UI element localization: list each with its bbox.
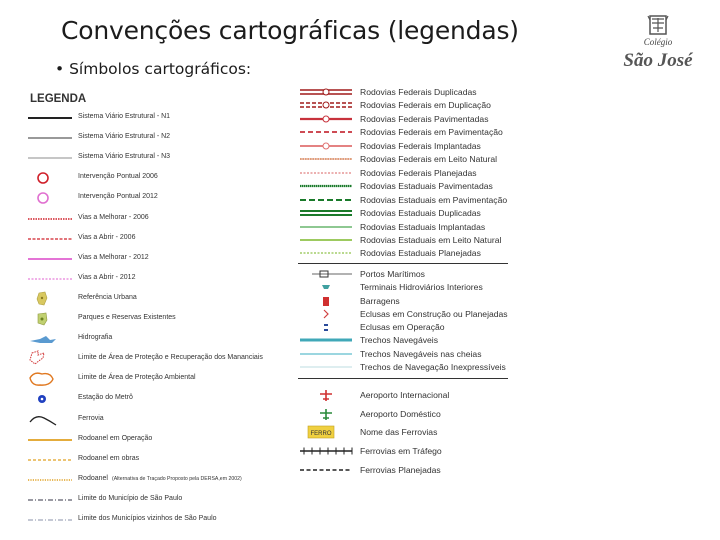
- legend-label: Rodovias Estaduais Implantadas: [360, 221, 486, 232]
- legend-label: Vias a Abrir - 2006: [78, 233, 136, 241]
- legend-label: Trechos de Navegação Inexpressíveis: [360, 361, 506, 372]
- legend-label: Rodovias Federais Planejadas: [360, 167, 477, 178]
- legend-label: Rodoanel em obras: [78, 454, 140, 462]
- legend-label: Rodovias Federais Duplicadas: [360, 87, 477, 97]
- legend-label: Trechos Navegáveis nas cheias: [360, 348, 482, 359]
- legend-row-solid-line-thin: [26, 149, 294, 167]
- legend-label: Eclusas em Operação: [360, 322, 445, 332]
- railway-planned-line: [298, 464, 354, 477]
- legend-label: Aeroporto Internacional: [360, 390, 450, 400]
- legend-label: Barragens: [360, 295, 400, 306]
- railway-traffic-line: [298, 445, 354, 458]
- legend-label: Ferrovias em Tráfego: [360, 446, 442, 457]
- railway-name-box: [298, 426, 354, 439]
- legend-row-watershed-boundary-icon: [26, 350, 294, 368]
- legend-row-lock-operating-icon: [298, 321, 518, 334]
- legend-label: Rodovias Federais Pavimentadas: [360, 113, 489, 124]
- legend-row-terminal-icon: [298, 281, 518, 294]
- hydrography-icon: [26, 330, 72, 348]
- navigable-line: [298, 334, 354, 347]
- legend-label: Limite de Área de Proteção e Recuperação dos Mananciais: [78, 354, 263, 362]
- state-paved: [298, 180, 354, 193]
- legend-row-red-dashed-line: [26, 230, 294, 248]
- legend-label: Ferrovias Planejadas: [360, 464, 441, 475]
- legend-label: Limite de Área de Proteção Ambiental: [78, 374, 196, 382]
- school-logo: [623, 14, 693, 78]
- orange-dashed-line: [26, 451, 72, 469]
- federal-duplicated: [298, 86, 354, 99]
- legend-row-metro-station-icon: [26, 390, 294, 408]
- legend-label: Eclusas em Construção ou Planejadas: [360, 308, 508, 319]
- magenta-dashed-line: [26, 270, 72, 288]
- legend-label: Rodovias Federais em Duplicação: [360, 100, 491, 111]
- legend-label: Referência Urbana: [78, 293, 137, 301]
- metro-station-icon: [26, 390, 72, 408]
- state-implanted: [298, 221, 354, 234]
- legend-label: Rodovias Federais em Leito Natural: [360, 154, 498, 165]
- legend-label: Sistema Viário Estrutural - N3: [78, 153, 171, 161]
- legend-label: Rodovias Federais Implantadas: [360, 140, 481, 151]
- legend-row-federal-paving: [298, 126, 518, 139]
- logo-line1: Colégio: [643, 37, 673, 47]
- legend-row-state-duplicated: [298, 207, 518, 220]
- dam-icon: [298, 295, 354, 308]
- slide-bullet: • Símbolos cartográficos:: [55, 60, 252, 78]
- federal-paving: [298, 126, 354, 139]
- legend-row-red-dotted-line: [26, 210, 294, 228]
- legend-row-federal-duplicated: [298, 86, 518, 99]
- federal-natural: [298, 153, 354, 166]
- legend-note: (Alternativa de Traçado Proposto pela DERSA,em 2002): [111, 475, 242, 482]
- urban-reference-icon: [26, 290, 72, 308]
- legend-row-federal-planned: [298, 167, 518, 180]
- legend-label: Sistema Viário Estrutural - N2: [78, 133, 171, 141]
- legend-row-environmental-boundary-icon: [26, 370, 294, 388]
- legend-row-state-implanted: [298, 221, 518, 234]
- legend-row-railway-traffic-line: [298, 445, 518, 458]
- legend-row-orange-line: [26, 431, 294, 449]
- legend-row-solid-line-thick: [26, 109, 294, 127]
- legend-label: Aeroporto Doméstico: [360, 408, 441, 419]
- red-circle: [26, 169, 72, 187]
- legend-label: Estação do Metrô: [78, 394, 133, 402]
- legend-row-orange-dotted-line: [26, 471, 294, 489]
- orange-dotted-line: [26, 471, 72, 489]
- domestic-airport-icon: [298, 408, 354, 421]
- federal-planned: [298, 167, 354, 180]
- red-dotted-line: [26, 210, 72, 228]
- legend-row-railway-planned-line: [298, 464, 518, 477]
- legend-row-international-airport-icon: [298, 389, 518, 402]
- legend-label: Rodovias Estaduais Planejadas: [360, 248, 481, 259]
- legend-row-pink-circle: [26, 189, 294, 207]
- red-dashed-line: [26, 230, 72, 248]
- legend-label: Vias a Melhorar - 2012: [78, 253, 149, 261]
- legend-label: Nome das Ferrovias: [360, 427, 438, 438]
- legend-row-urban-reference-icon: [26, 290, 294, 308]
- legend-label: Rodovias Federais em Pavimentação: [360, 127, 503, 138]
- state-duplicated: [298, 207, 354, 220]
- legend-row-navigable-line: [298, 334, 518, 347]
- solid-line: [26, 129, 72, 147]
- legend-row-magenta-dashed-line: [26, 270, 294, 288]
- legend-row-domestic-airport-icon: [298, 408, 518, 421]
- legend-divider-1: [298, 263, 508, 264]
- state-natural: [298, 234, 354, 247]
- legend-label: Portos Marítimos: [360, 269, 425, 279]
- environmental-boundary-icon: [26, 370, 72, 388]
- terminal-icon: [298, 281, 354, 294]
- legend-label: Sistema Viário Estrutural - N1: [78, 113, 171, 120]
- legend-heading: LEGENDA: [30, 93, 87, 105]
- magenta-line: [26, 250, 72, 268]
- legend-row-dash-dot-line: [26, 491, 294, 509]
- slide-title: Convenções cartográficas (legendas): [61, 16, 519, 45]
- legend-row-red-circle: [26, 169, 294, 187]
- legend-row-orange-dashed-line: [26, 451, 294, 469]
- dash-dot-line: [26, 491, 72, 509]
- legend-label: Trechos Navegáveis: [360, 335, 439, 346]
- legend-label: Rodoanel (Alternativa de Traçado Proposto pela DERSA,em 2002): [78, 474, 242, 482]
- lock-planned-icon: [298, 308, 354, 321]
- legend-row-federal-natural: [298, 153, 518, 166]
- legend-row-railway-name-box: [298, 426, 518, 439]
- legend-label: Limite do Município de São Paulo: [78, 494, 183, 502]
- federal-implanted: [298, 140, 354, 153]
- legend-label: Rodovias Estaduais Pavimentadas: [360, 181, 493, 192]
- svg-text:FERRO: FERRO: [310, 431, 332, 438]
- international-airport-icon: [298, 389, 354, 402]
- legend-row-port-icon: [298, 268, 518, 281]
- railway-curve-icon: [26, 411, 72, 429]
- federal-duplicating: [298, 99, 354, 112]
- state-paving: [298, 194, 354, 207]
- solid-line-thick: [26, 109, 72, 127]
- legend-row-railway-curve-icon: [26, 411, 294, 429]
- watershed-boundary-icon: [26, 350, 72, 368]
- legend-label: Rodovias Estaduais em Leito Natural: [360, 234, 502, 245]
- legend-label: Parques e Reservas Existentes: [78, 314, 176, 321]
- federal-paved: [298, 113, 354, 126]
- legend-label: Ferrovia: [78, 414, 104, 422]
- legend-label: Terminais Hidroviários Interiores: [360, 282, 483, 293]
- legend-row-navigable-flood-line: [298, 348, 518, 361]
- legend-row-state-natural: [298, 234, 518, 247]
- legend-row-state-paving: [298, 194, 518, 207]
- navigable-flood-line: [298, 348, 354, 361]
- legend-row-gray-dash-dot-line: [26, 511, 294, 529]
- legend-label: Rodovias Estaduais Duplicadas: [360, 208, 481, 219]
- crest-icon: [648, 16, 668, 34]
- legend-row-hydrography-icon: [26, 330, 294, 348]
- legend-row-solid-line: [26, 129, 294, 147]
- legend-row-federal-duplicating: [298, 99, 518, 112]
- park-icon: [26, 310, 72, 328]
- navigation-minor-line: [298, 361, 354, 374]
- legend-label: Intervenção Pontual 2006: [78, 173, 158, 181]
- legend-row-park-icon: [26, 310, 294, 328]
- legend-row-state-paved: [298, 180, 518, 193]
- legend-label: Limite dos Municípios vizinhos de São Paulo: [78, 515, 217, 522]
- logo-line2: São José: [623, 50, 693, 71]
- legend-row-federal-paved: [298, 113, 518, 126]
- legend-row-navigation-minor-line: [298, 361, 518, 374]
- legend-row-lock-planned-icon: [298, 308, 518, 321]
- legend-label: Hidrografia: [78, 334, 113, 342]
- legend-divider-2: [298, 378, 508, 379]
- state-planned: [298, 247, 354, 260]
- legend-label: Rodoanel em Operação: [78, 434, 153, 442]
- orange-line: [26, 431, 72, 449]
- port-icon: [298, 268, 354, 281]
- legend-label: Vias a Melhorar - 2006: [78, 213, 149, 221]
- legend-row-federal-implanted: [298, 140, 518, 153]
- solid-line-thin: [26, 149, 72, 167]
- gray-dash-dot-line: [26, 511, 72, 529]
- legend-label: Intervenção Pontual 2012: [78, 193, 158, 201]
- legend-row-state-planned: [298, 247, 518, 260]
- legend-label: Rodovias Estaduais em Pavimentação: [360, 194, 508, 205]
- pink-circle: [26, 189, 72, 207]
- legend-row-dam-icon: [298, 295, 518, 308]
- lock-operating-icon: [298, 321, 354, 334]
- legend-label: Vias a Abrir - 2012: [78, 273, 136, 281]
- legend-row-magenta-line: [26, 250, 294, 268]
